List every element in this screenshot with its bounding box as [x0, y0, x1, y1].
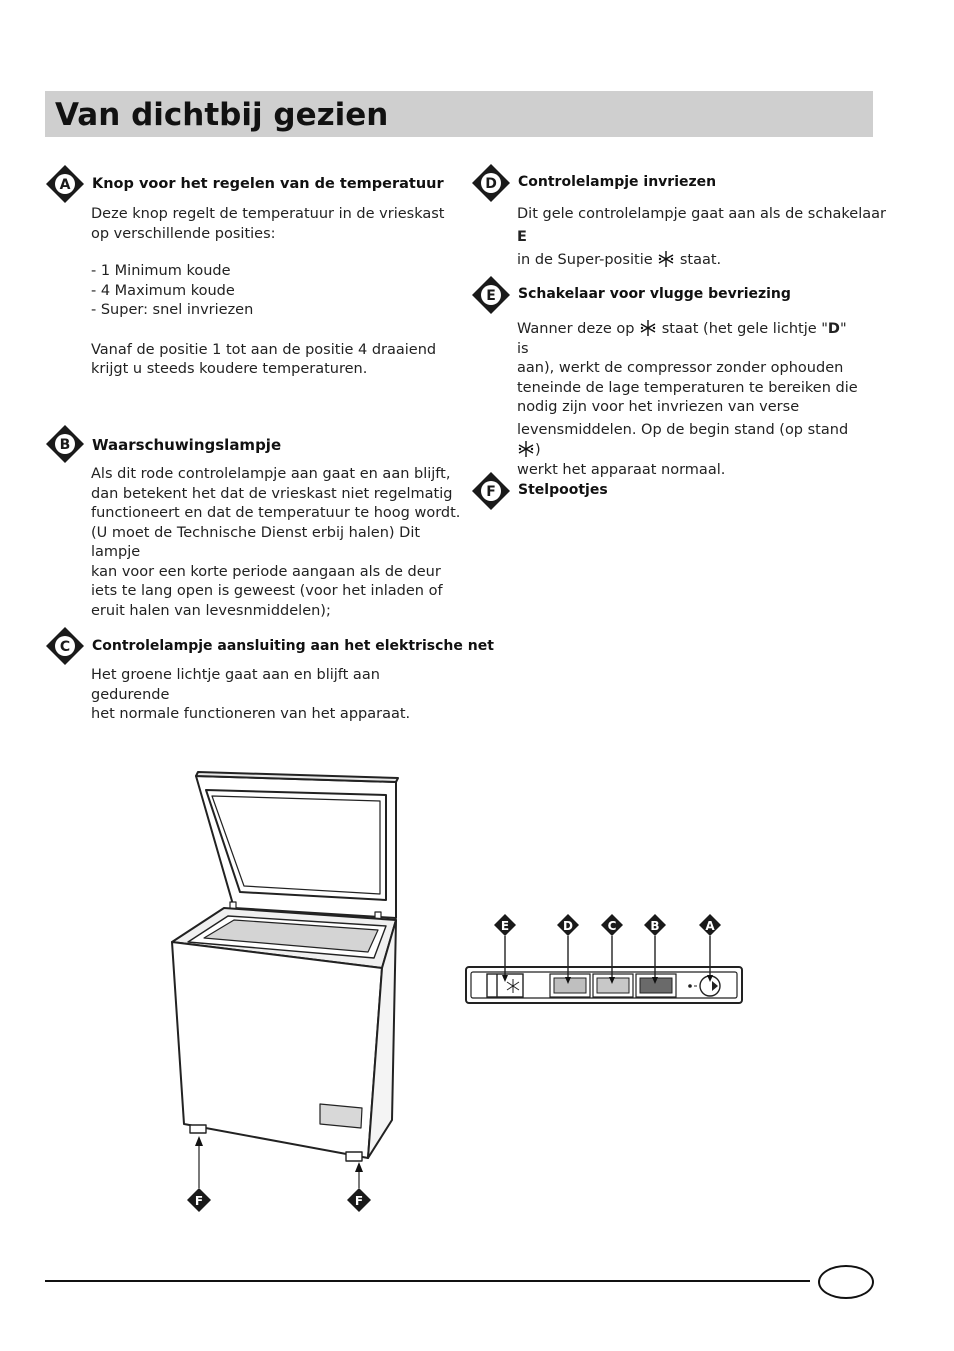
section-a-title: Knop voor het regelen van de temperatuur — [92, 176, 444, 192]
section-d-line-2: in de Super-positie staat. — [517, 252, 722, 268]
section-c-body — [91, 666, 461, 725]
section-e-line-5: levensmiddelen. Op de begin stand (op stand ) — [517, 421, 849, 458]
marker-e-icon — [471, 275, 511, 315]
marker-f-icon — [471, 471, 511, 511]
panel-marker-c-icon — [601, 914, 623, 936]
svg-text:E: E — [486, 288, 496, 304]
chest-freezer-illustration — [160, 770, 410, 1220]
list-item: - 4 Maximum koude — [91, 282, 235, 299]
section-b-line: eruit halen van levesnmiddelen); — [91, 602, 331, 619]
section-e-line: teneinde de lage temperaturen te bereiken die — [517, 379, 858, 396]
panel-marker-d-icon — [557, 914, 579, 936]
section-b-body — [91, 465, 461, 621]
section-b-line: kan voor een korte periode aangaan als de deur — [91, 563, 441, 580]
page-number-oval — [818, 1265, 874, 1299]
section-b-line: Als dit rode controlelampje aan gaat en aan blijft, — [91, 466, 451, 482]
section-e-body — [517, 319, 862, 480]
section-d-title: Controlelampje invriezen — [518, 174, 717, 190]
section-e-line: nodig zijn voor het invriezen van verse — [517, 399, 800, 415]
section-b-line: (U moet de Technische Dienst erbij halen) Dit lampje — [91, 524, 421, 560]
section-a-outro-1: Vanaf de positie 1 tot aan de positie 4 draaiend — [91, 341, 437, 358]
section-e-line: aan), werkt de compressor zonder ophouden — [517, 360, 844, 376]
section-a-intro-1: Deze knop regelt de temperatuur in de vrieskast — [91, 206, 445, 222]
section-a-positions — [91, 262, 451, 321]
section-c-title: Controlelampje aansluiting aan het elektrische net — [92, 638, 494, 654]
section-c-line: Het groene lichtje gaat aan en blijft aan gedurende — [91, 667, 380, 703]
svg-text:F: F — [354, 1194, 364, 1208]
section-b-line: iets te lang open is geweest (voor het inladen of — [91, 583, 443, 599]
section-a-body — [91, 205, 451, 380]
foot-marker-f-icon — [347, 1188, 371, 1212]
svg-text:C: C — [59, 639, 71, 655]
section-a-intro-2: op verschillende posities: — [91, 225, 276, 242]
page-title: Van dichtbij gezien — [55, 97, 389, 133]
svg-text:B: B — [59, 437, 71, 453]
section-c-line: het normale functioneren van het apparaat. — [91, 706, 411, 722]
section-a-outro-2: krijgt u steeds koudere temperaturen. — [91, 361, 368, 377]
svg-text:C: C — [607, 919, 617, 933]
svg-text:F: F — [194, 1194, 204, 1208]
footer-rule — [45, 1280, 810, 1282]
marker-d-icon — [471, 163, 511, 203]
svg-text:D: D — [485, 176, 497, 192]
foot-marker-f-icon — [187, 1188, 211, 1212]
svg-text:B: B — [650, 919, 660, 933]
list-item: - 1 Minimum koude — [91, 263, 231, 279]
list-item: - Super: snel invriezen — [91, 302, 254, 318]
svg-text:D: D — [563, 919, 573, 933]
section-b-title: Waarschuwingslampje — [92, 436, 282, 454]
section-d-body — [517, 203, 887, 272]
super-freeze-icon — [517, 440, 535, 458]
section-b-line: functioneert en dat de temperatuur te hoog wordt. — [91, 505, 461, 521]
section-e-title: Schakelaar voor vlugge bevriezing — [518, 286, 791, 302]
section-d-line-1: Dit gele controlelampje gaat aan als de schakelaar E — [517, 206, 886, 245]
section-b-line: dan betekent het dat de vrieskast niet regelmatig — [91, 485, 453, 502]
super-freeze-icon — [657, 250, 675, 268]
svg-text:F: F — [486, 484, 496, 500]
section-f-title: Stelpootjes — [518, 482, 608, 498]
super-freeze-icon — [639, 319, 657, 337]
marker-c-icon — [45, 626, 85, 666]
svg-text:E: E — [500, 919, 510, 933]
section-e-line-1: Wanner deze op staat (het gele lichtje "D" is — [517, 321, 847, 357]
control-panel-diagram — [462, 912, 747, 1007]
panel-marker-e-icon — [494, 914, 516, 936]
title-bar — [45, 91, 873, 137]
marker-a-icon — [45, 164, 85, 204]
section-e-line: werkt het apparaat normaal. — [517, 461, 726, 478]
panel-marker-a-icon — [699, 914, 721, 936]
svg-text:A: A — [705, 919, 715, 933]
marker-b-icon — [45, 424, 85, 464]
panel-marker-b-icon — [644, 914, 666, 936]
svg-text:A: A — [59, 177, 71, 193]
